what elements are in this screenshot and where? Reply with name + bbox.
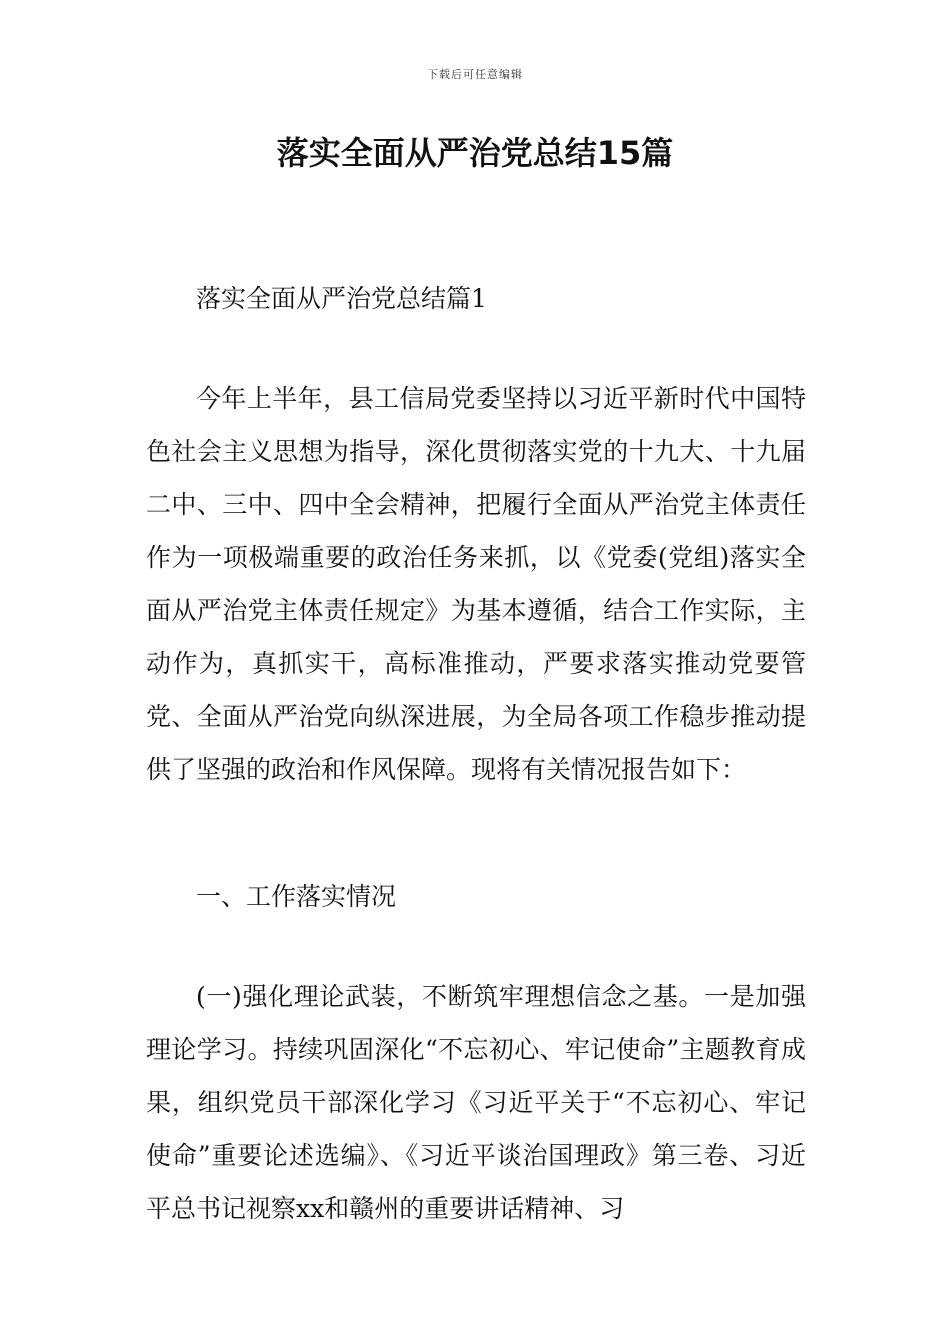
document-title: 落实全面从严治党总结15篇 [276,134,674,172]
paragraph-intro: 今年上半年，县工信局党委坚持以习近平新时代中国特色社会主义思想为指导，深化贯彻落实党的十九大、十九届二中、三中、四中全会精神，把履行全面从严治党主体责任作为一项极端重要的政治任务来抓，以《党委(党组)落实全面从严治党主体责任规定》为基本遵循，结合工作实际，主动作为，真抓实干，高标准推动，严要求落实推动党要管党、全面从严治党向纵深进展，为全局各项工作稳步推动提供了坚强的政治和作风保障。现将有关情况报告如下： [146,384,806,784]
page-header-note: 下载后可任意编辑 [427,68,523,81]
document-subtitle: 落实全面从严治党总结篇1 [196,284,487,313]
paragraph-theory-study: (一)强化理论武装，不断筑牢理想信念之基。一是加强理论学习。持续巩固深化“不忘初心、牢记使命”主题教育成果，组织党员干部深化学习《习近平关于“不忘初心、牢记使命”重要论述选编》、《习近平谈治国理政》第三卷、习近平总书记视察xx和赣州的重要讲话精神、习 [146,982,806,1223]
section-heading-work-implementation: 一、工作落实情况 [196,882,397,911]
